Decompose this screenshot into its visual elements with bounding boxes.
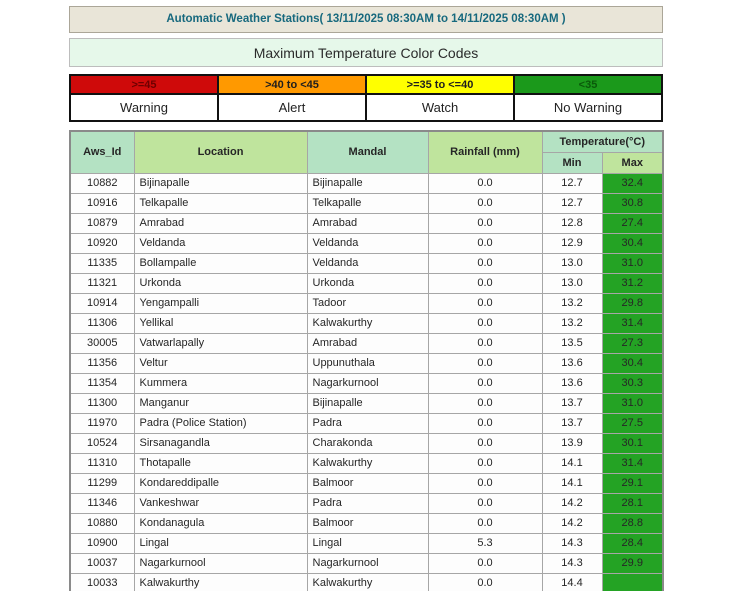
- mandal-cell: Urkonda: [307, 273, 428, 293]
- rainfall-cell: 0.0: [428, 173, 542, 193]
- min-temp-cell: 14.1: [542, 453, 602, 473]
- legend-label-row: [70, 94, 662, 121]
- location-cell: Kondanagula: [134, 513, 307, 533]
- col-header-rainfall: Rainfall (mm): [428, 131, 542, 173]
- max-temp-cell: 30.3: [602, 373, 663, 393]
- mandal-cell: Telkapalle: [307, 193, 428, 213]
- mandal-cell: Padra: [307, 413, 428, 433]
- aws-data-table: [69, 130, 664, 591]
- rainfall-cell: 0.0: [428, 553, 542, 573]
- max-temp-cell: 29.1: [602, 473, 663, 493]
- min-temp-cell: 14.2: [542, 493, 602, 513]
- legend-label-watch: Watch: [366, 94, 514, 121]
- color-codes-title: Maximum Temperature Color Codes: [69, 38, 663, 67]
- table-row: [70, 473, 663, 493]
- table-header-row-1: [70, 131, 663, 152]
- location-cell: Lingal: [134, 533, 307, 553]
- aws-id-cell: 11356: [70, 353, 134, 373]
- mandal-cell: Bijinapalle: [307, 393, 428, 413]
- table-row: [70, 413, 663, 433]
- max-temp-cell: 31.4: [602, 453, 663, 473]
- location-cell: Bijinapalle: [134, 173, 307, 193]
- max-temp-cell: 30.4: [602, 233, 663, 253]
- location-cell: Kalwakurthy: [134, 573, 307, 591]
- rainfall-cell: 0.0: [428, 433, 542, 453]
- min-temp-cell: 13.6: [542, 373, 602, 393]
- table-row: [70, 373, 663, 393]
- max-temp-cell: 27.3: [602, 333, 663, 353]
- aws-id-cell: 10916: [70, 193, 134, 213]
- min-temp-cell: 14.4: [542, 573, 602, 591]
- mandal-cell: Charakonda: [307, 433, 428, 453]
- min-temp-cell: 14.2: [542, 513, 602, 533]
- min-temp-cell: 13.2: [542, 313, 602, 333]
- location-cell: Manganur: [134, 393, 307, 413]
- min-temp-cell: 12.9: [542, 233, 602, 253]
- rainfall-cell: 0.0: [428, 193, 542, 213]
- max-temp-cell: 28.1: [602, 493, 663, 513]
- aws-id-cell: 11299: [70, 473, 134, 493]
- location-cell: Sirsanagandla: [134, 433, 307, 453]
- mandal-cell: Bijinapalle: [307, 173, 428, 193]
- location-cell: Bollampalle: [134, 253, 307, 273]
- mandal-cell: Veldanda: [307, 253, 428, 273]
- mandal-cell: Amrabad: [307, 333, 428, 353]
- aws-id-cell: 11321: [70, 273, 134, 293]
- legend-range-alert: >40 to <45: [218, 75, 366, 94]
- rainfall-cell: 5.3: [428, 533, 542, 553]
- location-cell: Nagarkurnool: [134, 553, 307, 573]
- rainfall-cell: 0.0: [428, 233, 542, 253]
- table-row: [70, 293, 663, 313]
- table-row: [70, 553, 663, 573]
- aws-id-cell: 10900: [70, 533, 134, 553]
- location-cell: Thotapalle: [134, 453, 307, 473]
- min-temp-cell: 12.7: [542, 173, 602, 193]
- min-temp-cell: 12.8: [542, 213, 602, 233]
- max-temp-cell: 31.2: [602, 273, 663, 293]
- legend-range-watch: >=35 to <=40: [366, 75, 514, 94]
- legend-range-no-warning: <35: [514, 75, 662, 94]
- location-cell: Vankeshwar: [134, 493, 307, 513]
- max-temp-cell: 30.8: [602, 193, 663, 213]
- col-header-location: Location: [134, 131, 307, 173]
- mandal-cell: Tadoor: [307, 293, 428, 313]
- rainfall-cell: 0.0: [428, 313, 542, 333]
- min-temp-cell: 13.0: [542, 253, 602, 273]
- col-header-min: Min: [542, 152, 602, 173]
- legend-label-no-warning: No Warning: [514, 94, 662, 121]
- max-temp-cell: 31.0: [602, 393, 663, 413]
- min-temp-cell: 13.7: [542, 413, 602, 433]
- table-row: [70, 173, 663, 193]
- rainfall-cell: 0.0: [428, 373, 542, 393]
- mandal-cell: Lingal: [307, 533, 428, 553]
- location-cell: Telkapalle: [134, 193, 307, 213]
- page-title: Automatic Weather Stations( 13/11/2025 08:30AM to 14/11/2025 08:30AM ): [69, 6, 663, 33]
- location-cell: Urkonda: [134, 273, 307, 293]
- col-header-aws-id: Aws_Id: [70, 131, 134, 173]
- mandal-cell: Kalwakurthy: [307, 313, 428, 333]
- aws-id-cell: 11310: [70, 453, 134, 473]
- table-row: [70, 453, 663, 473]
- table-row: [70, 273, 663, 293]
- table-row: [70, 313, 663, 333]
- mandal-cell: Padra: [307, 493, 428, 513]
- rainfall-cell: 0.0: [428, 393, 542, 413]
- color-code-legend: [69, 74, 663, 122]
- mandal-cell: Balmoor: [307, 513, 428, 533]
- table-row: [70, 213, 663, 233]
- location-cell: Amrabad: [134, 213, 307, 233]
- rainfall-cell: 0.0: [428, 493, 542, 513]
- aws-id-cell: 10879: [70, 213, 134, 233]
- col-header-mandal: Mandal: [307, 131, 428, 173]
- mandal-cell: Nagarkurnool: [307, 553, 428, 573]
- min-temp-cell: 13.7: [542, 393, 602, 413]
- max-temp-cell: 28.4: [602, 533, 663, 553]
- rainfall-cell: 0.0: [428, 293, 542, 313]
- legend-range-row: [70, 75, 662, 94]
- max-temp-cell: 30.4: [602, 353, 663, 373]
- table-row: [70, 393, 663, 413]
- mandal-cell: Kalwakurthy: [307, 453, 428, 473]
- mandal-cell: Veldanda: [307, 233, 428, 253]
- mandal-cell: Uppunuthala: [307, 353, 428, 373]
- max-temp-cell: 30.1: [602, 433, 663, 453]
- table-row: [70, 253, 663, 273]
- min-temp-cell: 14.3: [542, 533, 602, 553]
- table-row: [70, 573, 663, 591]
- legend-label-warning: Warning: [70, 94, 218, 121]
- min-temp-cell: 12.7: [542, 193, 602, 213]
- aws-id-cell: 10882: [70, 173, 134, 193]
- aws-table-body: [70, 173, 663, 591]
- rainfall-cell: 0.0: [428, 513, 542, 533]
- aws-id-cell: 10914: [70, 293, 134, 313]
- rainfall-cell: 0.0: [428, 333, 542, 353]
- aws-id-cell: 11335: [70, 253, 134, 273]
- legend-label-alert: Alert: [218, 94, 366, 121]
- table-row: [70, 493, 663, 513]
- location-cell: Padra (Police Station): [134, 413, 307, 433]
- location-cell: Kondareddipalle: [134, 473, 307, 493]
- report-frame: [69, 0, 663, 591]
- table-row: [70, 233, 663, 253]
- rainfall-cell: 0.0: [428, 273, 542, 293]
- location-cell: Yengampalli: [134, 293, 307, 313]
- aws-id-cell: 11354: [70, 373, 134, 393]
- aws-id-cell: 10033: [70, 573, 134, 591]
- aws-id-cell: 30005: [70, 333, 134, 353]
- table-row: [70, 353, 663, 373]
- mandal-cell: Balmoor: [307, 473, 428, 493]
- rainfall-cell: 0.0: [428, 253, 542, 273]
- aws-id-cell: 10920: [70, 233, 134, 253]
- max-temp-cell: 29.8: [602, 293, 663, 313]
- mandal-cell: Nagarkurnool: [307, 373, 428, 393]
- aws-id-cell: 11306: [70, 313, 134, 333]
- rainfall-cell: 0.0: [428, 573, 542, 591]
- rainfall-cell: 0.0: [428, 473, 542, 493]
- max-temp-cell: 27.4: [602, 213, 663, 233]
- aws-id-cell: 10880: [70, 513, 134, 533]
- legend-range-warning: >=45: [70, 75, 218, 94]
- location-cell: Yellikal: [134, 313, 307, 333]
- rainfall-cell: 0.0: [428, 213, 542, 233]
- aws-id-cell: 10524: [70, 433, 134, 453]
- rainfall-cell: 0.0: [428, 453, 542, 473]
- max-temp-cell: 28.8: [602, 513, 663, 533]
- aws-id-cell: 11970: [70, 413, 134, 433]
- col-header-max: Max: [602, 152, 663, 173]
- mandal-cell: Amrabad: [307, 213, 428, 233]
- rainfall-cell: 0.0: [428, 413, 542, 433]
- table-row: [70, 533, 663, 553]
- max-temp-cell: 29.9: [602, 553, 663, 573]
- min-temp-cell: 14.3: [542, 553, 602, 573]
- location-cell: Kummera: [134, 373, 307, 393]
- max-temp-cell: [602, 573, 663, 591]
- max-temp-cell: 32.4: [602, 173, 663, 193]
- col-header-temperature-group: Temperature(°C): [542, 131, 663, 152]
- min-temp-cell: 13.9: [542, 433, 602, 453]
- min-temp-cell: 14.1: [542, 473, 602, 493]
- max-temp-cell: 27.5: [602, 413, 663, 433]
- location-cell: Veldanda: [134, 233, 307, 253]
- table-row: [70, 333, 663, 353]
- table-row: [70, 193, 663, 213]
- max-temp-cell: 31.0: [602, 253, 663, 273]
- table-row: [70, 433, 663, 453]
- min-temp-cell: 13.2: [542, 293, 602, 313]
- table-row: [70, 513, 663, 533]
- min-temp-cell: 13.0: [542, 273, 602, 293]
- aws-id-cell: 10037: [70, 553, 134, 573]
- mandal-cell: Kalwakurthy: [307, 573, 428, 591]
- max-temp-cell: 31.4: [602, 313, 663, 333]
- location-cell: Veltur: [134, 353, 307, 373]
- min-temp-cell: 13.6: [542, 353, 602, 373]
- rainfall-cell: 0.0: [428, 353, 542, 373]
- location-cell: Vatwarlapally: [134, 333, 307, 353]
- min-temp-cell: 13.5: [542, 333, 602, 353]
- aws-id-cell: 11300: [70, 393, 134, 413]
- aws-id-cell: 11346: [70, 493, 134, 513]
